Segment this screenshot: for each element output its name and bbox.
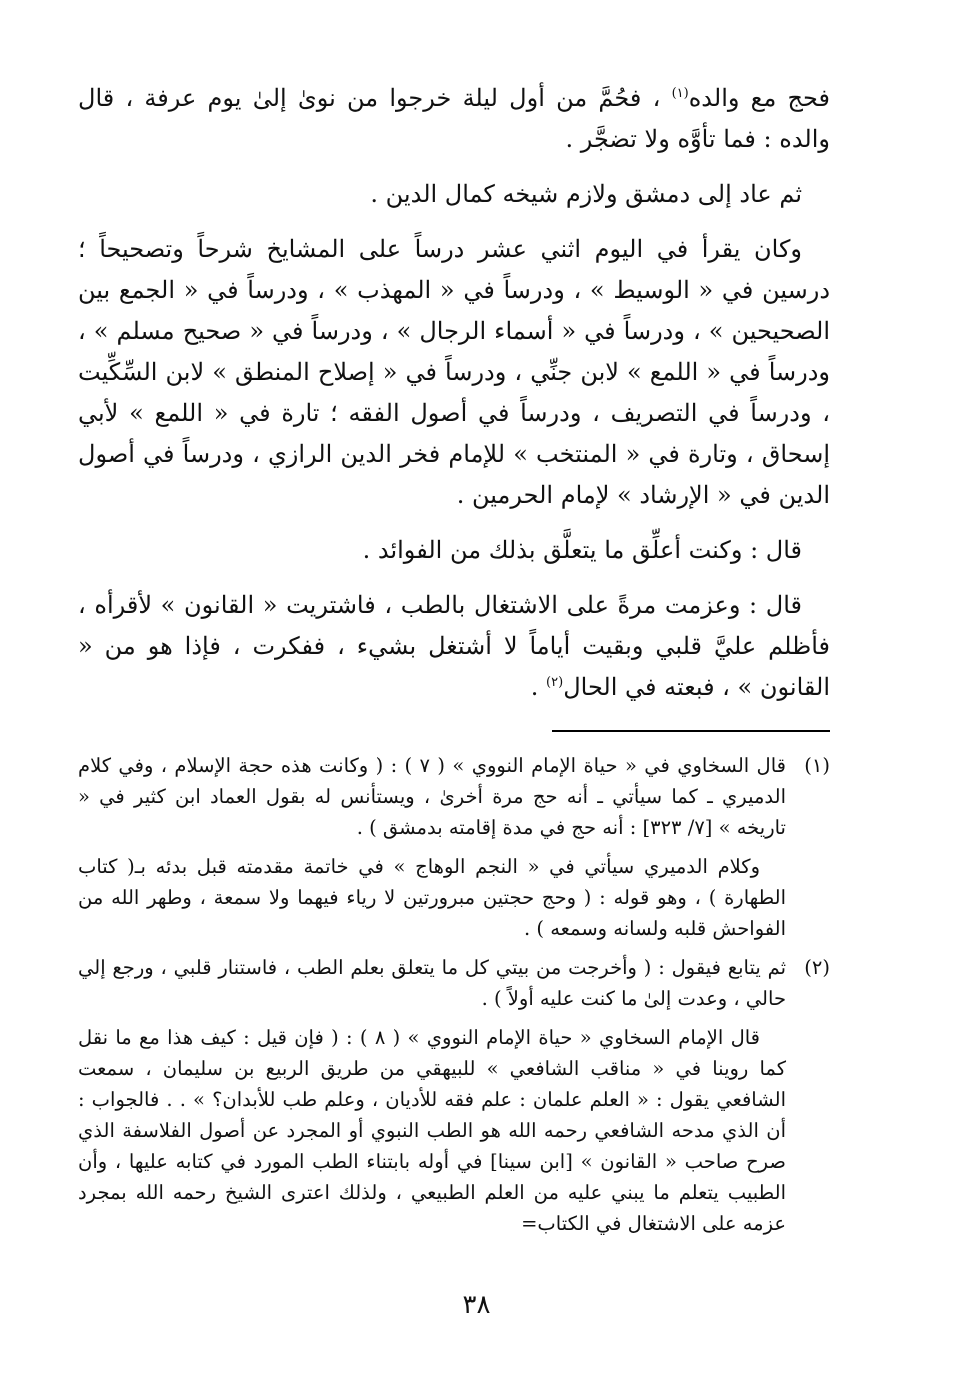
footnote-1-body <box>78 750 786 944</box>
footnote-2 <box>78 952 830 1239</box>
paragraph-2: ثم عاد إلى دمشق ولازم شيخه كمال الدين . <box>370 180 802 208</box>
paragraph-5-end: . <box>530 673 547 701</box>
paragraph-1-text: فحج مع والده <box>688 84 830 112</box>
footnote-2-continuation: قال الإمام السخاوي « حياة الإمام النووي » ( ٨ ) : ( فإن قيل : كيف هذا مع ما نقل كما روينا في « مناقب الشافعي » للبيهقي من طريق الربيع بن سليمان ، سمعت الشافعي يقول : « العلم علمان : علم فقه للأديان ، وعلم طب للأبدان؟ » . . فالجواب : أن الذي مدحه الشافعي رحمه الله هو الطب النبوي أو المجرد عن أصول الفلاسفة الذي صرح صاحب « القانون » [ابن سينا] في أوله بابتناء الطب المورد في كتابه عليها ، وأن الطبيب يتعلم ما يبني عليه من العلم الطبيعي ، ولذلك اعترى الشيخ رحمه الله بمجرد عزمه على الاشتغال في الكتاب= <box>78 1026 786 1235</box>
footnote-1-number: (١) <box>804 754 830 777</box>
footnote-2-body <box>78 952 786 1239</box>
footnote-ref-2[interactable]: (٢) <box>546 675 564 690</box>
paragraph-5 <box>78 585 830 708</box>
page-body <box>78 78 830 1239</box>
paragraph-1 <box>78 78 830 160</box>
paragraph-1-rest: ، فحُمَّ من أول ليلة خرجوا من نوىٰ إلىٰ يوم عرفة ، قال والده : فما تأوَّه ولا تضجَّر . <box>78 84 830 153</box>
footnote-2-text: ثم يتابع فيقول : ( وأخرجت من بيتي كل ما يتعلق بعلم الطب ، فاستنار قلبي ، ورجع إلي حالي ، وعدت إلىٰ ما كنت عليه أولاً ) . <box>78 956 786 1010</box>
footnote-1-continuation: وكلام الدميري سيأتي في « النجم الوهاج » في خاتمة مقدمته قبل بدئه بـ( كتاب الطهارة ) ، وهو قوله : ( وحج حجتين مبرورتين لا رياء فيهما ولا سمعة ، وطهر الله من الفواحش قلبه ولسانه وسمعه ) . <box>78 855 786 940</box>
paragraph-3: وكان يقرأ في اليوم اثني عشر درساً على المشايخ شرحاً وتصحيحاً ؛ درسين في « الوسيط » ، ودرساً في « المهذب » ، ودرساً في « الجمع بين الصحيحين » ، ودرساً في « أسماء الرجال » ، ودرساً في « صحيح مسلم » ، ودرساً في « اللمع » لابن جنِّي ، ودرساً في « إصلاح المنطق » لابن السِّكِّيت ، ودرساً في التصريف ، ودرساً في أصول الفقه ؛ تارة في « اللمع » لأبي إسحاق ، وتارة في « المنتخب » للإمام فخر الدين الرازي ، ودرساً في أصول الدين في « الإرشاد » لإمام الحرمين . <box>78 235 831 509</box>
paragraph-5-text: قال : وعزمت مرةً على الاشتغال بالطب ، فاشتريت « القانون » لأقرأه ، فأظلم عليَّ قلبي وبقيت أياماً لا أشتغل بشيء ، ففكرت ، فإذا هو من « القانون » ، فبعته في الحال <box>78 591 830 701</box>
page-number: ٣٨ <box>462 1290 491 1320</box>
footnote-2-number: (٢) <box>804 956 830 979</box>
footnote-1 <box>78 750 830 944</box>
paragraph-4: قال : وكنت أعلِّق ما يتعلَّق بذلك من الفوائد . <box>362 536 802 564</box>
footnote-separator <box>552 730 830 732</box>
footnote-ref-1[interactable]: (١) <box>671 86 689 101</box>
footnote-1-text: قال السخاوي في « حياة الإمام النووي » ( ٧ ) : ( وكانت هذه حجة الإسلام ، وفي كلام الدميري ـ كما سيأتي ـ أنه حج مرة أخرىٰ ، ويستأنس له بقول العماد ابن كثير في « تاريخه » [٧/ ٣٢٣] : أنه حج في مدة إقامته بدمشق ) . <box>78 754 786 839</box>
